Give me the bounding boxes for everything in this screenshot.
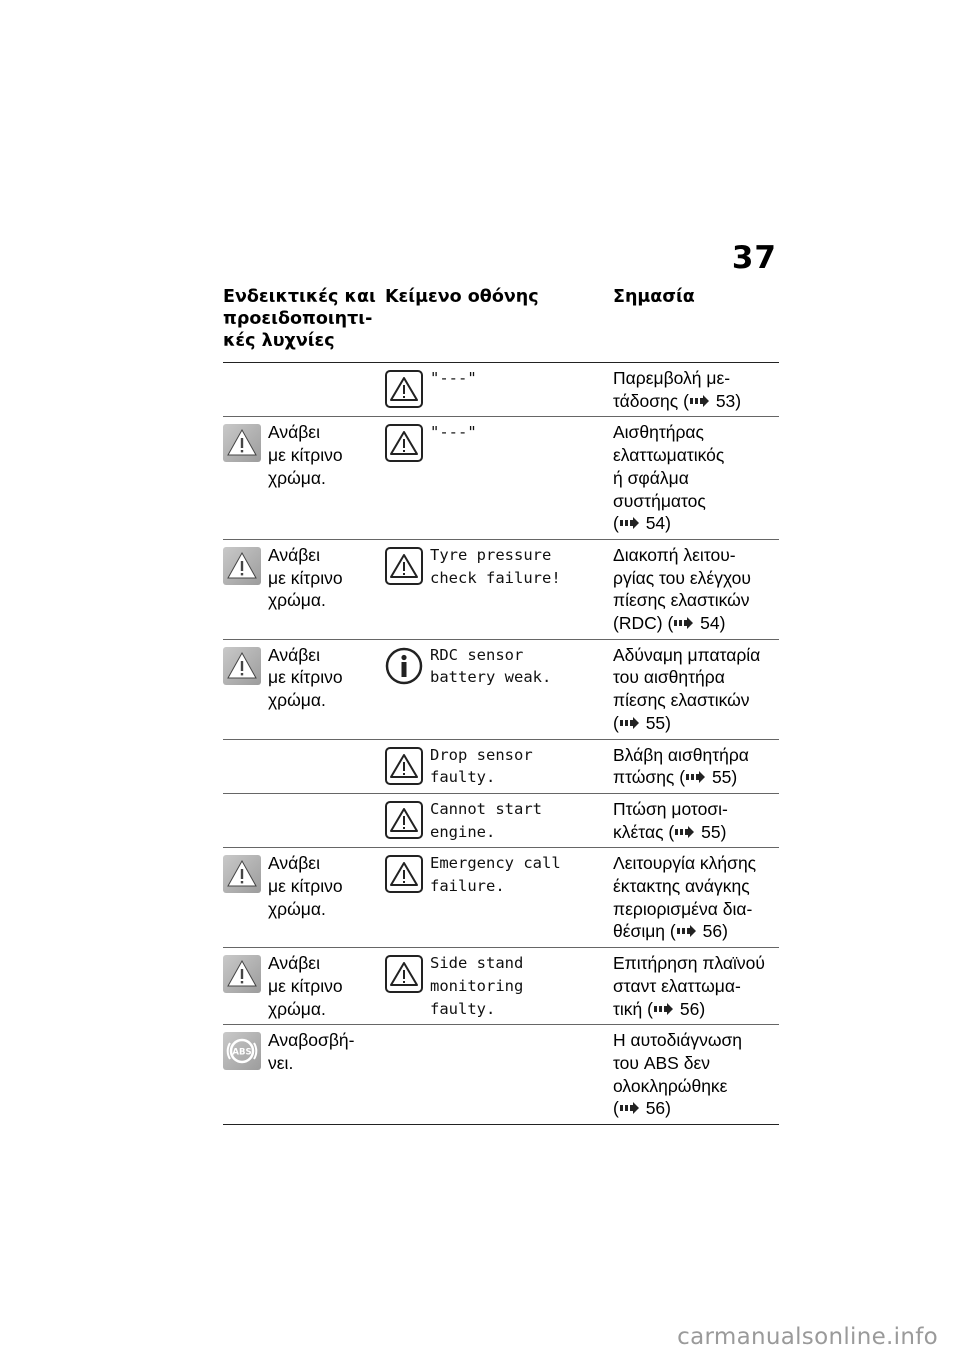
display-cell <box>385 798 613 843</box>
header-indicator-lights: Ενδεικτικές και προειδοποιητι- κές λυχνίες <box>223 287 376 351</box>
meaning-text: Αισθητήρας ελαττωματικός ή σφάλμα συστήματος <box>613 422 725 511</box>
meaning-text: Αδύναμη μπαταρία του αισθητήρα πίεσης ελαστικών <box>613 644 761 711</box>
table-row <box>223 640 779 740</box>
indicator-text: Ανάβει με κίτρινο χρώμα. <box>268 853 343 919</box>
table-header <box>223 286 779 363</box>
display-cell <box>385 744 613 789</box>
page-reference: ( 56) <box>669 921 728 942</box>
indicator-text: Ανάβει με κίτρινο χρώμα. <box>268 544 343 611</box>
meaning-cell <box>613 421 779 535</box>
general-warning-icon <box>223 547 261 585</box>
page-ref-arrow-icon <box>620 716 640 730</box>
general-warning-icon <box>223 955 261 993</box>
indicator-cell <box>223 367 385 412</box>
page-reference: ( 56) <box>647 998 706 1019</box>
page-ref-arrow-icon <box>690 394 710 408</box>
page-reference-number: 56) <box>702 921 728 942</box>
page-ref-arrow-icon <box>674 616 694 630</box>
page-reference-number: 55) <box>711 767 738 788</box>
indicator-text: Ανάβει με κίτρινο χρώμα. <box>268 644 343 711</box>
display-text: Emergency call failure. <box>430 854 561 896</box>
meaning-cell <box>613 544 779 635</box>
display-text: "---" <box>430 369 477 387</box>
page-reference: ( 54) <box>613 513 671 534</box>
meaning-cell <box>613 852 779 943</box>
page-ref-arrow-icon <box>686 770 706 784</box>
indicator-cell <box>223 744 385 789</box>
meaning-cell <box>613 1029 779 1120</box>
page-reference-number: 56) <box>679 998 706 1019</box>
display-cell <box>385 852 613 943</box>
meaning-text: Η αυτοδιάγνωση του ABS δεν ολοκληρώθηκε <box>613 1030 743 1096</box>
page-ref-arrow-icon <box>620 516 640 530</box>
warning-triangle-icon <box>385 547 423 585</box>
indicator-text: Ανάβει με κίτρινο χρώμα. <box>268 953 343 1019</box>
display-cell <box>385 952 613 1020</box>
page-reference: ( 55) <box>613 712 671 733</box>
display-cell <box>385 367 613 412</box>
meaning-cell <box>613 367 779 412</box>
header-display-text: Κείμενο οθόνης <box>385 287 539 307</box>
meaning-text: Διακοπή λειτου- ργίας του ελέγχου πίεσης ελαστικών (RDC) <box>613 544 751 634</box>
meaning-cell <box>613 644 779 735</box>
table-row <box>223 1025 779 1125</box>
indicator-text: Ανάβει με κίτρινο χρώμα. <box>268 422 343 488</box>
meaning-text: Λειτουργία κλήσης έκτακτης ανάγκης περιορισμένα δια- θέσιμη <box>613 853 757 942</box>
display-text: Side stand monitoring faulty. <box>430 954 524 1018</box>
page-number: 37 <box>731 240 777 276</box>
table-row <box>223 740 779 794</box>
meaning-cell <box>613 952 779 1020</box>
abs-warning-icon <box>223 1032 261 1070</box>
display-cell <box>385 544 613 635</box>
meaning-text: Επιτήρηση πλαϊνού σταντ ελαττωμα- τική <box>613 953 765 1019</box>
table-row <box>223 948 779 1025</box>
page-ref-arrow-icon <box>677 924 697 938</box>
table-row <box>223 848 779 948</box>
page-reference: ( 54) <box>667 613 726 634</box>
meaning-cell <box>613 798 779 843</box>
page-reference-number: 53) <box>715 390 742 411</box>
warning-triangle-icon <box>385 370 423 408</box>
indicator-cell <box>223 544 385 635</box>
indicator-cell <box>223 421 385 535</box>
general-warning-icon <box>223 855 261 893</box>
table-row <box>223 417 779 540</box>
warning-triangle-icon <box>385 747 423 785</box>
general-warning-icon <box>223 647 261 685</box>
indicator-cell <box>223 1029 385 1120</box>
indicator-table <box>223 286 779 1125</box>
page-reference: ( 56) <box>613 1098 671 1119</box>
page-ref-arrow-icon <box>620 1101 640 1115</box>
indicator-cell <box>223 852 385 943</box>
meaning-text: Παρεμβολή με- τάδοσης <box>613 368 731 411</box>
indicator-cell <box>223 644 385 735</box>
svg-text:ABS: ABS <box>232 1047 252 1058</box>
page-reference-number: 55) <box>701 821 727 842</box>
page-reference-number: 54) <box>700 613 726 634</box>
display-text: Tyre pressure check failure! <box>430 545 561 587</box>
info-circle-icon <box>385 647 423 685</box>
page-reference-number: 54) <box>645 513 671 534</box>
indicator-text: Αναβοσβή- νει. <box>268 1030 355 1073</box>
general-warning-icon <box>223 424 261 462</box>
display-cell <box>385 1029 613 1120</box>
display-text: "---" <box>430 423 477 442</box>
display-cell <box>385 644 613 735</box>
meaning-text: Πτώση μοτοσι- κλέτας <box>613 798 728 842</box>
table-row <box>223 540 779 640</box>
meaning-cell <box>613 744 779 789</box>
table-row <box>223 363 779 417</box>
page-reference-number: 56) <box>645 1098 671 1119</box>
warning-triangle-icon <box>385 801 423 839</box>
indicator-cell <box>223 952 385 1020</box>
header-meaning: Σημασία <box>613 287 695 307</box>
warning-triangle-icon <box>385 855 423 893</box>
table-row <box>223 794 779 848</box>
page-ref-arrow-icon <box>675 825 695 839</box>
page-reference: ( 55) <box>679 767 738 788</box>
warning-triangle-icon <box>385 955 423 993</box>
display-text: Drop sensor faulty. <box>430 745 533 787</box>
watermark: carmanualsonline.info <box>677 1324 938 1350</box>
page-reference: ( 55) <box>668 821 727 842</box>
page-reference-number: 55) <box>645 712 671 733</box>
meaning-text: Βλάβη αισθητήρα πτώσης <box>613 744 749 788</box>
warning-triangle-icon <box>385 424 423 462</box>
display-cell <box>385 421 613 535</box>
indicator-cell <box>223 798 385 843</box>
display-text: Cannot start engine. <box>430 799 542 841</box>
display-text: RDC sensor battery weak. <box>430 645 552 687</box>
page-reference: ( 53) <box>683 390 742 411</box>
page-ref-arrow-icon <box>654 1002 674 1016</box>
